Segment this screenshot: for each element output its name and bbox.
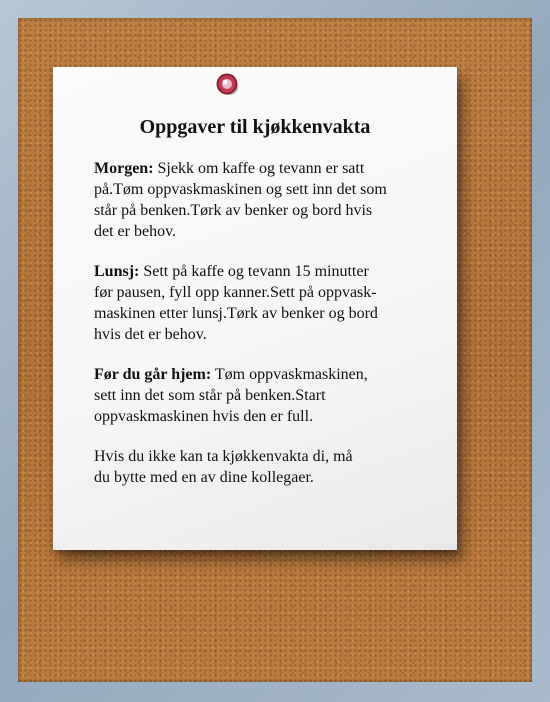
morning-label: Morgen:: [94, 160, 154, 177]
before-home-section: [94, 364, 424, 427]
closing-line-1: Hvis du ikke kan ta kjøkkenvakta di, må: [94, 448, 353, 465]
before-home-line-2: sett inn det som står på benken.Start: [94, 387, 326, 404]
before-home-line-3: oppvaskmaskinen hvis den er full.: [94, 408, 314, 425]
morning-line-4: det er behov.: [94, 223, 177, 240]
lunch-line-3: maskinen etter lunsj.Tørk av benker og bord: [94, 305, 378, 322]
before-home-label: Før du går hjem:: [94, 366, 212, 383]
note-title: Oppgaver til kjøkkenvakta: [139, 116, 371, 138]
lunch-line-4: hvis det er behov.: [94, 326, 207, 343]
morning-section: [94, 158, 424, 242]
lunch-label: Lunsj:: [94, 263, 140, 280]
closing-line-2: du bytte med en av dine kollegaer.: [94, 469, 314, 486]
lunch-section: [94, 261, 424, 345]
morning-line-3: står på benken.Tørk av benker og bord hvis: [94, 202, 373, 219]
closing-note: [94, 446, 424, 488]
before-home-line-1: Tøm oppvaskmaskinen,: [211, 366, 368, 383]
morning-line-2: på.Tøm oppvaskmaskinen og sett inn det som: [94, 181, 387, 198]
lunch-line-2: før pausen, fyll opp kanner.Sett på oppvask-: [94, 284, 377, 301]
morning-line-1: Sjekk om kaffe og tevann er satt: [153, 160, 365, 177]
push-pin-icon: [214, 71, 240, 97]
lunch-line-1: Sett på kaffe og tevann 15 minutter: [139, 263, 369, 280]
